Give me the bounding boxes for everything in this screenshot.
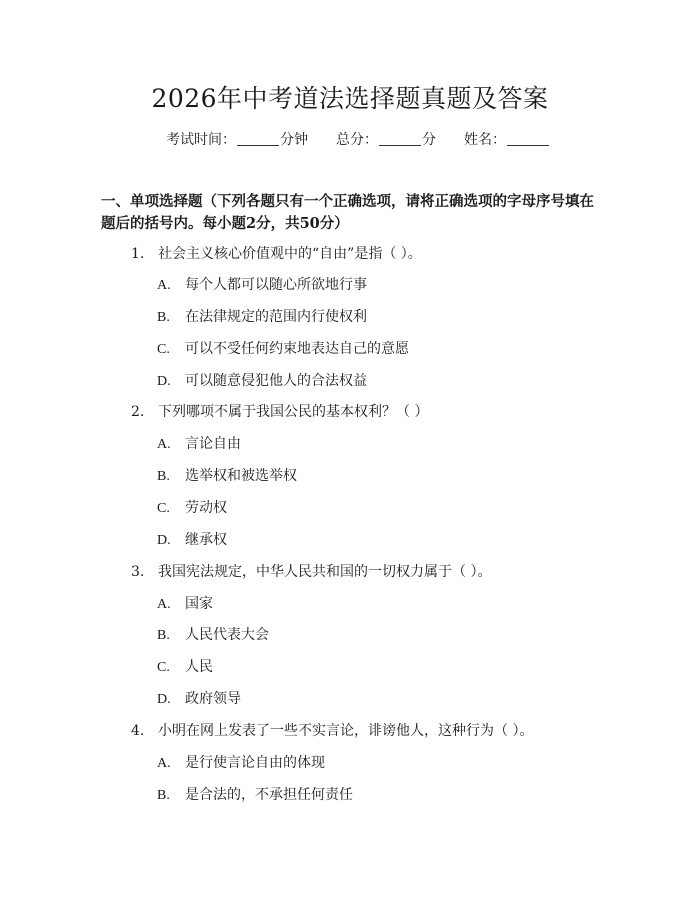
option-text: 每个人都可以随心所欲地行事 xyxy=(185,277,367,293)
score-blank[interactable] xyxy=(379,131,421,146)
option-3a[interactable] xyxy=(157,593,213,616)
question-number: 2. xyxy=(131,404,145,420)
option-1d[interactable] xyxy=(157,370,367,393)
option-text: 人民代表大会 xyxy=(185,627,269,643)
option-letter: B. xyxy=(157,788,170,803)
time-blank[interactable] xyxy=(237,131,279,146)
page-title: 2026年中考道法选择题真题及答案 xyxy=(151,84,549,113)
option-text: 劳动权 xyxy=(185,500,227,516)
question-2 xyxy=(131,401,428,423)
question-number: 4. xyxy=(131,723,145,739)
option-text: 是合法的，不承担任何责任 xyxy=(185,787,353,803)
option-letter: B. xyxy=(157,628,170,643)
option-letter: D. xyxy=(157,374,171,389)
question-1 xyxy=(131,243,422,265)
option-1a[interactable] xyxy=(157,274,367,297)
question-text: 我国宪法规定，中华人民共和国的一切权力属于（ ）。 xyxy=(158,564,492,580)
option-2c[interactable] xyxy=(157,497,227,520)
question-text: 下列哪项不属于我国公民的基本权利？（ ） xyxy=(158,404,429,420)
option-letter: C. xyxy=(157,342,170,357)
option-letter: A. xyxy=(157,278,171,293)
option-3d[interactable] xyxy=(157,688,241,711)
option-1b[interactable] xyxy=(157,306,367,329)
option-3c[interactable] xyxy=(157,656,213,679)
option-letter: A. xyxy=(157,597,171,612)
option-text: 人民 xyxy=(185,659,213,675)
option-letter: B. xyxy=(157,469,170,484)
option-2a[interactable] xyxy=(157,433,241,456)
question-number: 3. xyxy=(131,564,145,580)
option-letter: D. xyxy=(157,533,171,548)
score-unit: 分 xyxy=(422,132,436,148)
option-text: 可以随意侵犯他人的合法权益 xyxy=(185,373,367,389)
time-label: 考试时间： xyxy=(166,132,236,148)
option-letter: A. xyxy=(157,756,171,771)
option-1c[interactable] xyxy=(157,338,409,361)
option-text: 在法律规定的范围内行使权利 xyxy=(185,309,367,325)
question-text: 社会主义核心价值观中的“自由”是指（ ）。 xyxy=(158,246,422,262)
score-label: 总分： xyxy=(336,132,378,148)
option-letter: D. xyxy=(157,692,171,707)
option-4b[interactable] xyxy=(157,784,353,807)
option-text: 政府领导 xyxy=(185,691,241,707)
option-text: 继承权 xyxy=(185,532,227,548)
option-text: 选举权和被选举权 xyxy=(185,468,297,484)
time-unit: 分钟 xyxy=(280,132,308,148)
question-text: 小明在网上发表了一些不实言论，诽谤他人，这种行为（ ）。 xyxy=(158,723,534,739)
option-text: 国家 xyxy=(185,596,213,612)
option-letter: C. xyxy=(157,501,170,516)
option-letter: C. xyxy=(157,660,170,675)
exam-info xyxy=(166,128,550,152)
name-blank[interactable] xyxy=(507,131,549,146)
name-label: 姓名： xyxy=(464,132,506,148)
option-text: 言论自由 xyxy=(185,436,241,452)
option-text: 是行使言论自由的体现 xyxy=(185,755,325,771)
question-4 xyxy=(131,720,533,742)
option-4a[interactable] xyxy=(157,752,325,775)
option-3b[interactable] xyxy=(157,624,269,647)
option-2d[interactable] xyxy=(157,529,227,552)
option-letter: A. xyxy=(157,437,171,452)
question-number: 1. xyxy=(131,246,145,262)
option-2b[interactable] xyxy=(157,465,297,488)
option-text: 可以不受任何约束地表达自己的意愿 xyxy=(185,341,409,357)
section-heading: 一、单项选择题（下列各题只有一个正确选项，请将正确选项的字母序号填在题后的括号内。每小题2分，共50分） xyxy=(101,193,594,232)
question-3 xyxy=(131,561,491,583)
option-letter: B. xyxy=(157,310,170,325)
